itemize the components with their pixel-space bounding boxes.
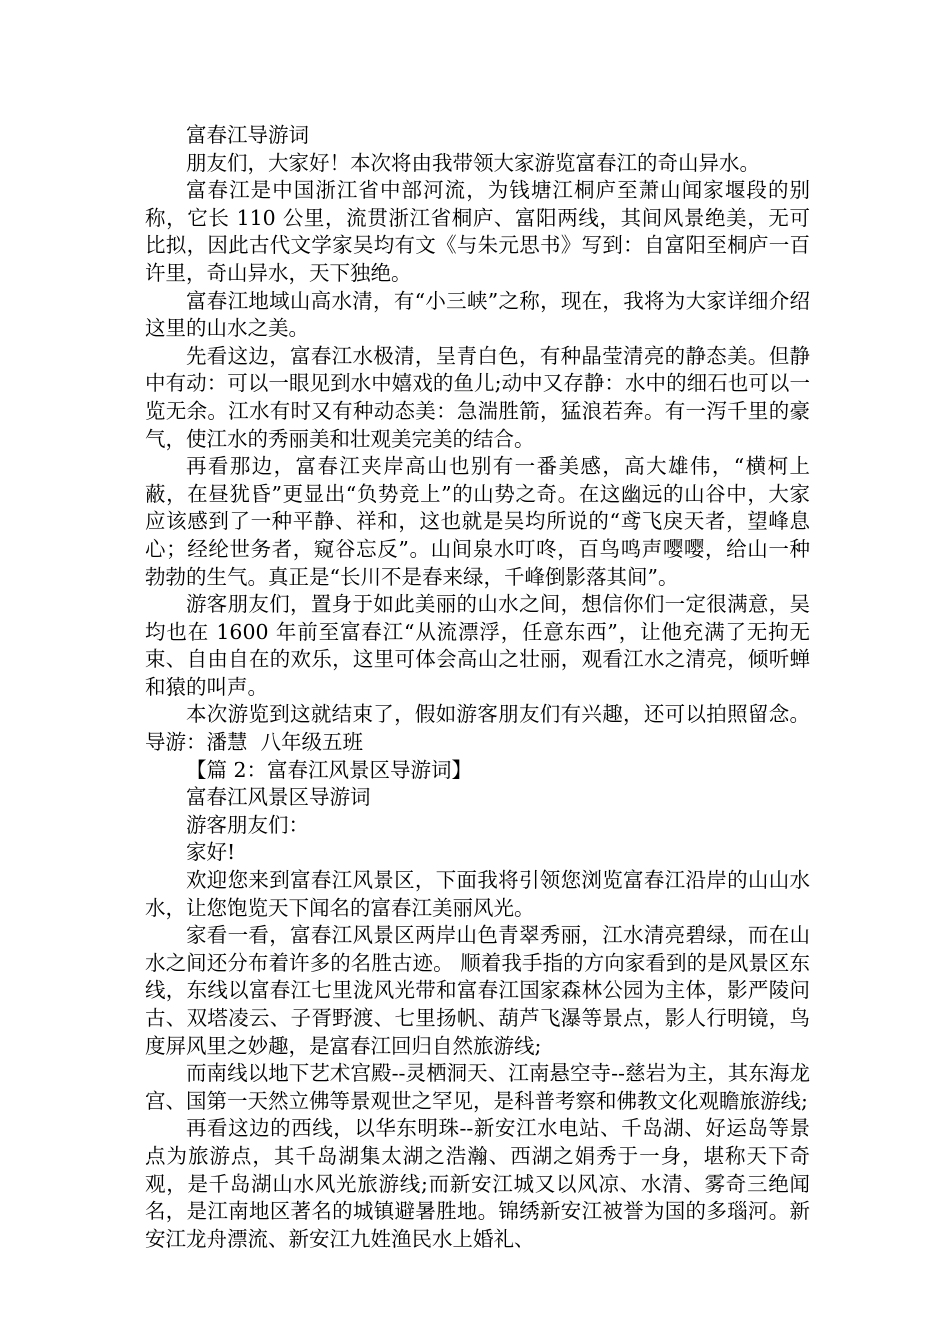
document-title: 富春江导游词	[186, 123, 309, 147]
paragraph: 家好!	[186, 840, 236, 865]
paragraph: 而南线以地下艺术宫殿--灵栖洞天、江南悬空寺--慈岩为主，其东海龙宫、国第一天然立佛等景观世之罕见，是科普考察和佛教文化观瞻旅游线;	[145, 1061, 810, 1113]
section-title: 富春江风景区导游词	[186, 785, 371, 810]
section-heading: 【篇 2：富春江风景区导游词】	[186, 757, 473, 782]
paragraph: 富春江是中国浙江省中部河流，为钱塘江桐庐至萧山闻家堰段的别称，它长 110 公里，流贯浙江省桐庐、富阳两线，其间风景绝美，无可比拟，因此古代文学家吴均有文《与朱元思书》写到：自富阳至桐庐一百许里，奇山异水，天下独绝。	[145, 178, 810, 285]
paragraph: 再看那边，富春江夹岸高山也别有一番美感，高大雄伟，“横柯上蔽，在昼犹昏”更显出“负势竞上”的山势之奇。在这幽远的山谷中，大家应该感到了一种平静、祥和，这也就是吴均所说的“鸢飞戾天者，望峰息心；经纶世务者，窥谷忘反”。山间泉水叮咚，百鸟鸣声嘤嘤，给山一种勃勃的生气。真正是“长川不是春来绿，千峰倒影落其间”。	[145, 454, 810, 589]
paragraph: 富春江地域山高水清，有“小三峡”之称，现在，我将为大家详细介绍这里的山水之美。	[145, 288, 810, 341]
paragraph: 先看这边，富春江水极清，呈青白色，有种晶莹清亮的静态美。但静中有动：可以一眼见到水中嬉戏的鱼儿;动中又存静：水中的细石也可以一览无余。江水有时又有种动态美：急湍胜箭，猛浪若奔。有一泻千里的豪气，使江水的秀丽美和壮观美完美的结合。	[145, 343, 810, 451]
paragraph: 游客朋友们：	[186, 812, 309, 837]
paragraph: 游客朋友们，置身于如此美丽的山水之间，想信你们一定很满意，吴均也在 1600 年前至富春江“从流漂浮，任意东西”，让他充满了无拘无束、自由自在的欢乐，这里可体会高山之壮丽，观看江水之清亮，倾听蝉和猿的叫声。	[145, 592, 810, 699]
paragraph: 朋友们，大家好！本次将由我带领大家游览富春江的奇山异水。	[186, 150, 760, 175]
paragraph: 欢迎您来到富春江风景区，下面我将引领您浏览富春江沿岸的山山水水，让您饱览天下闻名的富春江美丽风光。	[145, 868, 810, 920]
paragraph: 本次游览到这就结束了，假如游客朋友们有兴趣，还可以拍照留念。 导游：潘慧 八年级五班	[145, 702, 824, 755]
document-body	[145, 122, 824, 1253]
paragraph: 家看一看，富春江风景区两岸山色青翠秀丽，江水清亮碧绿，而在山水之间还分布着许多的名胜古迹。 顺着我手指的方向家看到的是风景区东线，东线以富春江七里泷风光带和富春江国家森林公园为主体，影严陵问古、双塔凌云、子胥野渡、七里扬帆、葫芦飞瀑等景点，影人行明镜，鸟度屏风里之妙趣，是富春江回归自然旅游线;	[145, 923, 810, 1058]
paragraph: 再看这边的西线，以华东明珠--新安江水电站、千岛湖、好运岛等景点为旅游点，其千岛湖集太湖之浩瀚、西湖之娟秀于一身，堪称天下奇观，是千岛湖山水风光旅游线;而新安江城又以风凉、水清、雾奇三绝闻名，是江南地区著名的城镇避暑胜地。锦绣新安江被誉为国的多瑙河。新安江龙舟漂流、新安江九姓渔民水上婚礼、	[145, 1116, 810, 1251]
